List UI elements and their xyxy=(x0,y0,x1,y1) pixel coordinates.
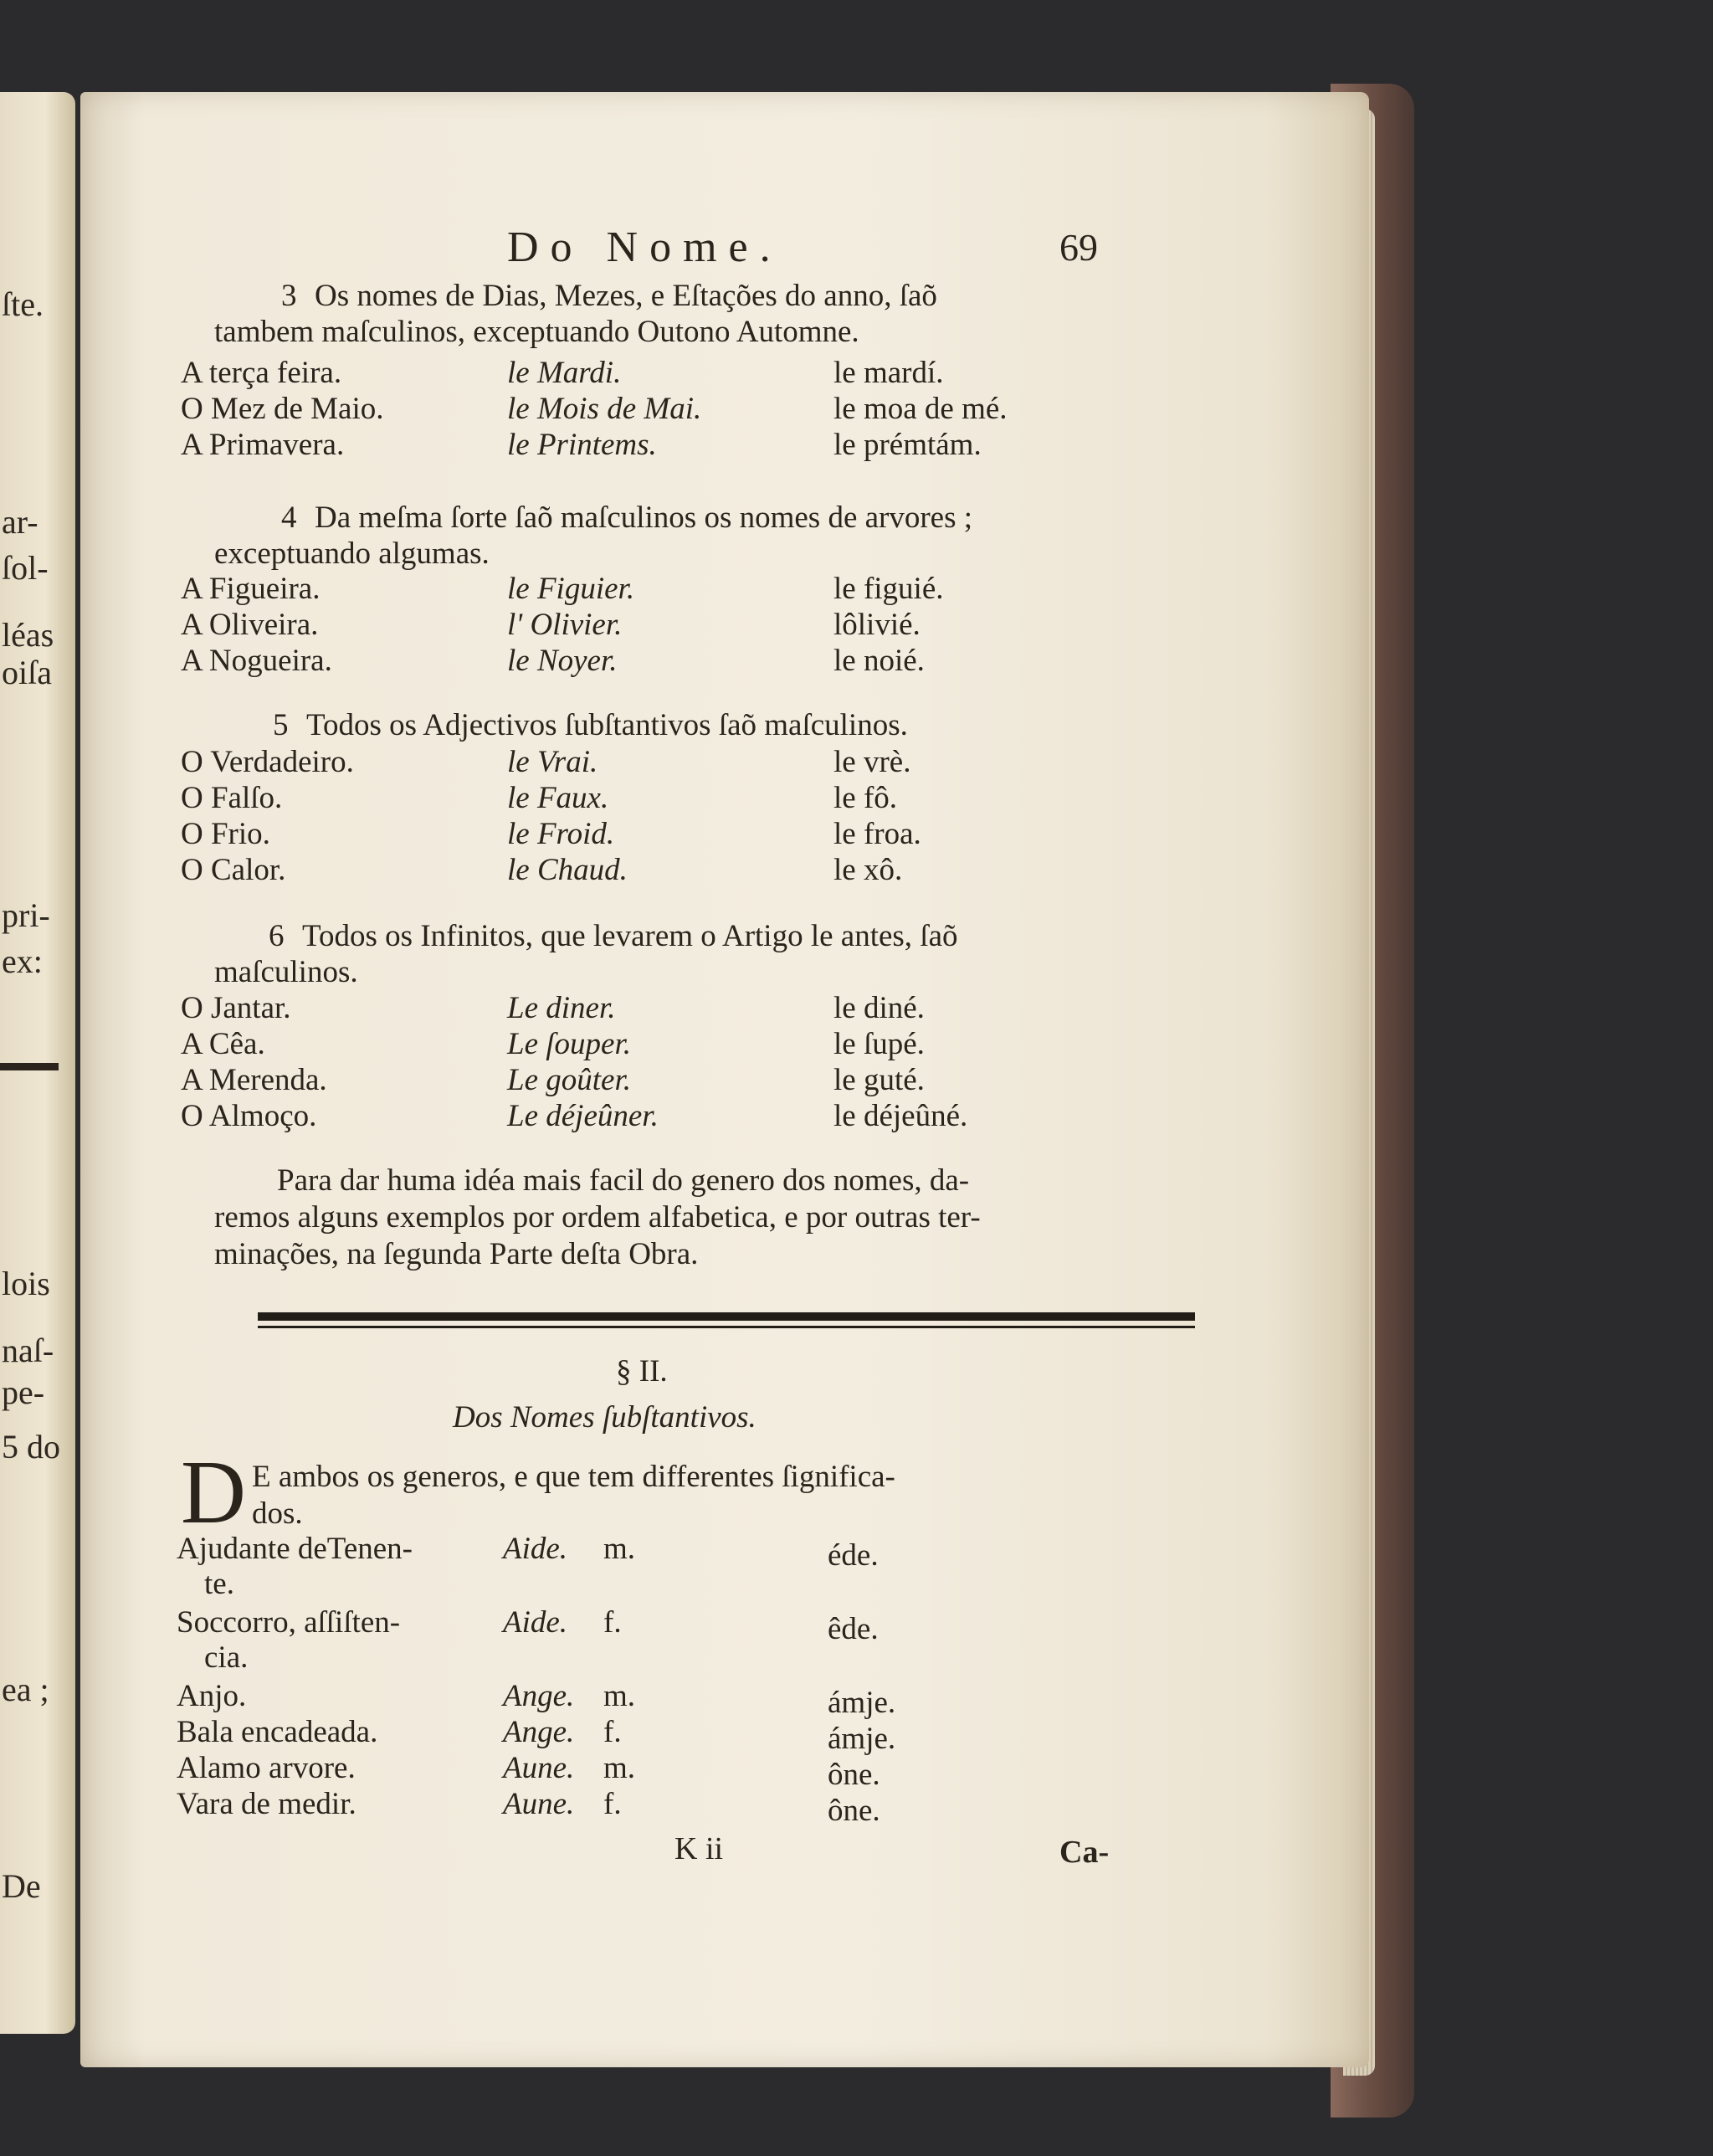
margin-rule xyxy=(0,1063,59,1070)
entry-portuguese: Alamo arvore. xyxy=(177,1751,356,1785)
french-term: le Figuier. xyxy=(507,572,635,606)
rule-text-line: Todos os Infinitos, que levarem o Artigo le antes, ſaõ xyxy=(302,919,958,953)
margin-fragment: lois xyxy=(2,1265,50,1302)
entry-pronunciation: ámje. xyxy=(828,1686,896,1720)
pronunciation: le guté. xyxy=(833,1063,925,1097)
pronunciation: le noié. xyxy=(833,644,925,678)
portuguese-term: O Frio. xyxy=(181,817,270,851)
entry-french: Aune. xyxy=(503,1787,575,1821)
signature-mark: K ii xyxy=(674,1831,724,1866)
catchword: Ca- xyxy=(1059,1835,1110,1870)
paragraph-line: minações, na ſegunda Parte deſta Obra. xyxy=(214,1237,699,1271)
french-term: le Printems. xyxy=(507,428,657,462)
section-title: Dos Nomes ſubſtantivos. xyxy=(453,1400,756,1435)
rule-text-line: Os nomes de Dias, Mezes, e Eſtações do anno, ſaõ xyxy=(315,279,937,313)
portuguese-term: O Jantar. xyxy=(181,991,291,1025)
rule-text-line: Todos os Adjectivos ſubſtantivos ſaõ maſculinos. xyxy=(306,708,908,742)
entry-pronunciation: ône. xyxy=(828,1794,880,1828)
pronunciation: le fô. xyxy=(833,781,898,815)
entry-gender: m. xyxy=(603,1532,636,1566)
french-term: le Froid. xyxy=(507,817,615,851)
drop-cap: D xyxy=(181,1443,246,1543)
french-term: le Mardi. xyxy=(507,356,622,390)
entry-french: Ange. xyxy=(503,1679,575,1713)
pronunciation: le ſupé. xyxy=(833,1027,925,1061)
portuguese-term: O Mez de Maio. xyxy=(181,392,384,426)
entry-portuguese: Vara de medir. xyxy=(177,1787,356,1821)
rule-text-line: exceptuando algumas. xyxy=(214,536,490,571)
entry-gender: m. xyxy=(603,1679,636,1713)
portuguese-term: A Primavera. xyxy=(181,428,345,462)
portuguese-term: O Calor. xyxy=(181,853,286,887)
running-head: Do Nome. xyxy=(507,223,782,271)
entry-pronunciation: ône. xyxy=(828,1758,880,1792)
entry-pronunciation: éde. xyxy=(828,1538,879,1573)
french-term: Le goûter. xyxy=(507,1063,631,1097)
entry-french: Aide. xyxy=(503,1532,568,1566)
pronunciation: le moa de mé. xyxy=(833,392,1008,426)
french-term: le Noyer. xyxy=(507,644,618,678)
entry-pronunciation: êde. xyxy=(828,1612,879,1646)
margin-fragment: ex: xyxy=(2,942,43,980)
margin-fragment: naſ- xyxy=(2,1332,54,1369)
rule-number: 3 xyxy=(281,279,297,313)
entry-pronunciation: ámje. xyxy=(828,1722,896,1756)
portuguese-term: A Cêa. xyxy=(181,1027,265,1061)
margin-fragment: ea ; xyxy=(2,1671,49,1708)
section-rule-thick xyxy=(258,1312,1195,1321)
entry-portuguese: Anjo. xyxy=(177,1679,247,1713)
paragraph-line: Para dar huma idéa mais facil do genero dos nomes, da- xyxy=(277,1163,970,1198)
french-term: Le diner. xyxy=(507,991,616,1025)
pronunciation: le froa. xyxy=(833,817,921,851)
french-term: l' Olivier. xyxy=(507,608,623,642)
margin-fragment: ſol- xyxy=(2,549,49,587)
portuguese-term: A Oliveira. xyxy=(181,608,319,642)
entry-portuguese: Bala encadeada. xyxy=(177,1715,378,1749)
rule-number: 5 xyxy=(273,708,289,742)
facing-page-edge xyxy=(0,92,75,2034)
margin-fragment: De xyxy=(2,1867,41,1905)
margin-fragment: ſte. xyxy=(2,285,44,323)
pronunciation: le déjeûné. xyxy=(833,1099,968,1133)
french-term: le Vrai. xyxy=(507,745,598,779)
entry-portuguese: Ajudante deTenen- xyxy=(177,1532,413,1566)
intro-line: E ambos os generos, e que tem differentes ſignifica- xyxy=(252,1460,895,1494)
margin-fragment: ar- xyxy=(2,503,38,541)
entry-gender: f. xyxy=(603,1605,622,1640)
rule-text-line: Da meſma ſorte ſaõ maſculinos os nomes de arvores ; xyxy=(315,501,973,535)
entry-gender: f. xyxy=(603,1787,622,1821)
entry-french: Ange. xyxy=(503,1715,575,1749)
french-term: Le ſouper. xyxy=(507,1027,631,1061)
french-term: le Mois de Mai. xyxy=(507,392,702,426)
pronunciation: le prémtám. xyxy=(833,428,982,462)
portuguese-term: A Nogueira. xyxy=(181,644,332,678)
margin-fragment: oiſa xyxy=(2,654,52,691)
portuguese-term: O Falſo. xyxy=(181,781,283,815)
entry-french: Aide. xyxy=(503,1605,568,1640)
pronunciation: le mardí. xyxy=(833,356,944,390)
page-number: 69 xyxy=(1059,226,1098,269)
section-rule-thin xyxy=(258,1326,1195,1328)
portuguese-term: O Almoço. xyxy=(181,1099,317,1133)
portuguese-term: A terça feira. xyxy=(181,356,342,390)
entry-portuguese: Soccorro, aſſiſten- xyxy=(177,1605,401,1640)
french-term: Le déjeûner. xyxy=(507,1099,659,1133)
margin-fragment: pri- xyxy=(2,896,50,934)
portuguese-term: O Verdadeiro. xyxy=(181,745,354,779)
entry-gender: m. xyxy=(603,1751,636,1785)
pronunciation: le figuié. xyxy=(833,572,944,606)
french-term: le Chaud. xyxy=(507,853,628,887)
margin-fragment: 5 do xyxy=(2,1428,60,1466)
entry-portuguese-cont: cia. xyxy=(204,1640,249,1675)
pronunciation: le xô. xyxy=(833,853,903,887)
entry-gender: f. xyxy=(603,1715,622,1749)
entry-french: Aune. xyxy=(503,1751,575,1785)
intro-line: dos. xyxy=(252,1496,303,1531)
pronunciation: lôlivié. xyxy=(833,608,921,642)
margin-fragment: léas xyxy=(2,616,54,654)
paragraph-line: remos alguns exemplos por ordem alfabetica, e por outras ter- xyxy=(214,1200,981,1235)
rule-number: 6 xyxy=(269,919,285,953)
portuguese-term: A Figueira. xyxy=(181,572,321,606)
rule-text-line: tambem maſculinos, exceptuando Outono Automne. xyxy=(214,315,859,349)
rule-text-line: maſculinos. xyxy=(214,955,358,989)
margin-fragment: pe- xyxy=(2,1373,45,1411)
entry-portuguese-cont: te. xyxy=(204,1567,234,1601)
pronunciation: le diné. xyxy=(833,991,925,1025)
section-number: § II. xyxy=(616,1354,668,1389)
french-term: le Faux. xyxy=(507,781,609,815)
pronunciation: le vrè. xyxy=(833,745,911,779)
portuguese-term: A Merenda. xyxy=(181,1063,327,1097)
book-page xyxy=(80,92,1369,2067)
rule-number: 4 xyxy=(281,501,297,535)
